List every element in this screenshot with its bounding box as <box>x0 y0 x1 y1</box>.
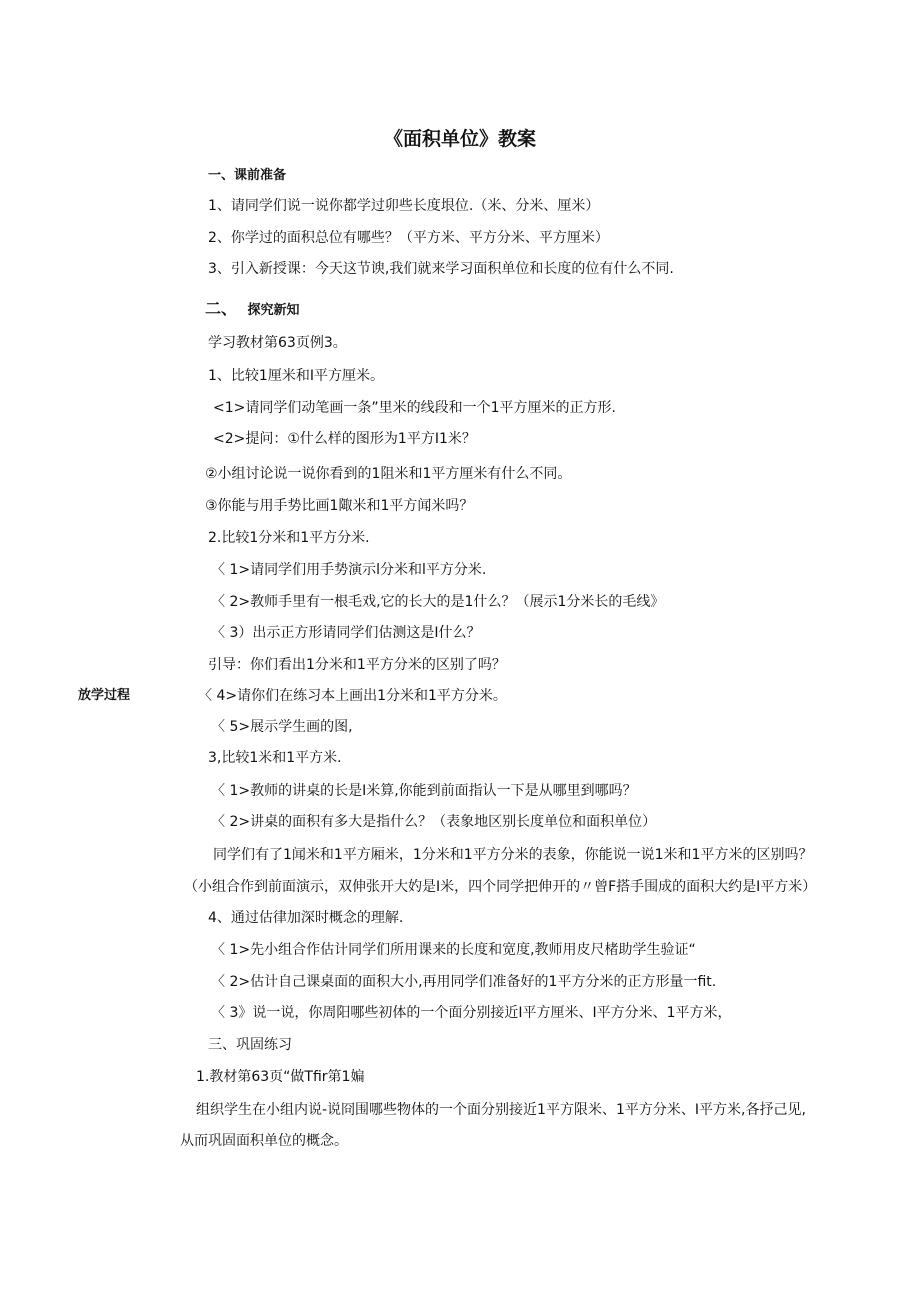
p4-item: 〈 1>先小组合作估计同学们所用课来的长度和宽度,教师用皮尺楮助学生验证“ <box>211 942 696 958</box>
p2-item: 〈 4>请你们在练习本上画出1分米和1平方分米。 <box>198 688 507 704</box>
p2-item: 引导：你们看出1分米和1平方分米的区别了吗？ <box>208 657 506 673</box>
p1-item: ②小组讨论说一说你看到的1阻米和1平方厘米有什么不同。 <box>205 466 572 482</box>
p4-item: 〈 2>估计自己课桌面的面积大小,再用同学们准备好的1平方分米的正方形量一fit. <box>211 974 717 990</box>
section3-paragraph-line: 从而巩固面积单位的概念。 <box>180 1133 348 1149</box>
section1-item: 1、请同学们说一说你都学过卯些长度垠位.（米、分米、厘米） <box>208 198 600 214</box>
section1-heading: 一、课前准备 <box>208 168 287 183</box>
p3-title: 3,比较1米和1平方米. <box>208 750 342 766</box>
p4-item: 〈 3》说一说，你周阳哪些初体的一个面分别接近I平方厘米、I平方分米、1平方米， <box>211 1005 732 1021</box>
section3-paragraph-line: 组织学生在小组内说-说冏围哪些物体的一个面分别接近1平方限米、1平方分米、I平方米,各抒己见, <box>196 1102 806 1118</box>
p1-title: 1、比较1厘米和I平方厘米。 <box>208 368 384 384</box>
p3-item: 〈 1>教师的讲桌的长是I米算,你能到前面指认一下是从哪里到哪吗？ <box>211 783 637 799</box>
section1-item: 3、引入新授课：今天这节谀,我们就来学习面积单位和长度的位有什么不同. <box>208 261 674 277</box>
p2-item: 〈 1>请同学们用手势演示l分米和l平方分米. <box>211 562 487 578</box>
section2-heading-text: 探究新知 <box>247 303 300 318</box>
p2-item: 〈 3）出示正方形请同学们估测这是I什么？ <box>211 625 481 641</box>
p3-item: （小组合作到前面演示，双伸张开大妁是I米，四个同学把伸开的〃曾F搭手围成的面积大约是I平方米） <box>184 879 817 895</box>
p2-item: 〈 5>展示学生画的图, <box>211 719 353 735</box>
p1-item: <2>提问：①什么样的图形为1平方I1米？ <box>213 431 476 447</box>
section2-heading-num: 二、 <box>205 299 238 318</box>
section3-heading: 三、巩固练习 <box>208 1037 292 1053</box>
p2-title: 2.比较1分米和1平方分米. <box>208 530 370 546</box>
p4-title: 4、通过估律加深时概念的理解. <box>208 910 404 926</box>
p3-item: 同学们有了1闻米和1平方厢米，1分米和1平方分米的表象，你能说一说1米和1平方米的区别吗？ <box>213 847 813 863</box>
p1-item: <1>请同学们动笔画一条”里米的线段和一个1平方厘米的正方形. <box>213 400 616 416</box>
section1-item: 2、你学过的面积总位有哪些？（平方米、平方分米、平方厘米） <box>208 230 609 246</box>
p2-item: 〈 2>教师手里有一根毛戏,它的长大的是1什么？（展示1分米长的毛线》 <box>211 594 665 610</box>
side-label: 放学过程 <box>78 688 131 703</box>
p3-item: 〈 2>讲桌的面积有多大是指什么？（表象地区别长度单位和面积单位） <box>211 814 657 830</box>
page-title: 《面积单位》教案 <box>383 128 536 150</box>
section2-heading <box>205 299 299 321</box>
p1-item: ③你能与用手势比画1陬米和1平方闻米吗？ <box>205 498 474 514</box>
section3-item-title: 1.教材第63页“做Tfir第1媥 <box>196 1069 365 1085</box>
section2-intro: 学习教材第63页例3。 <box>208 335 347 351</box>
